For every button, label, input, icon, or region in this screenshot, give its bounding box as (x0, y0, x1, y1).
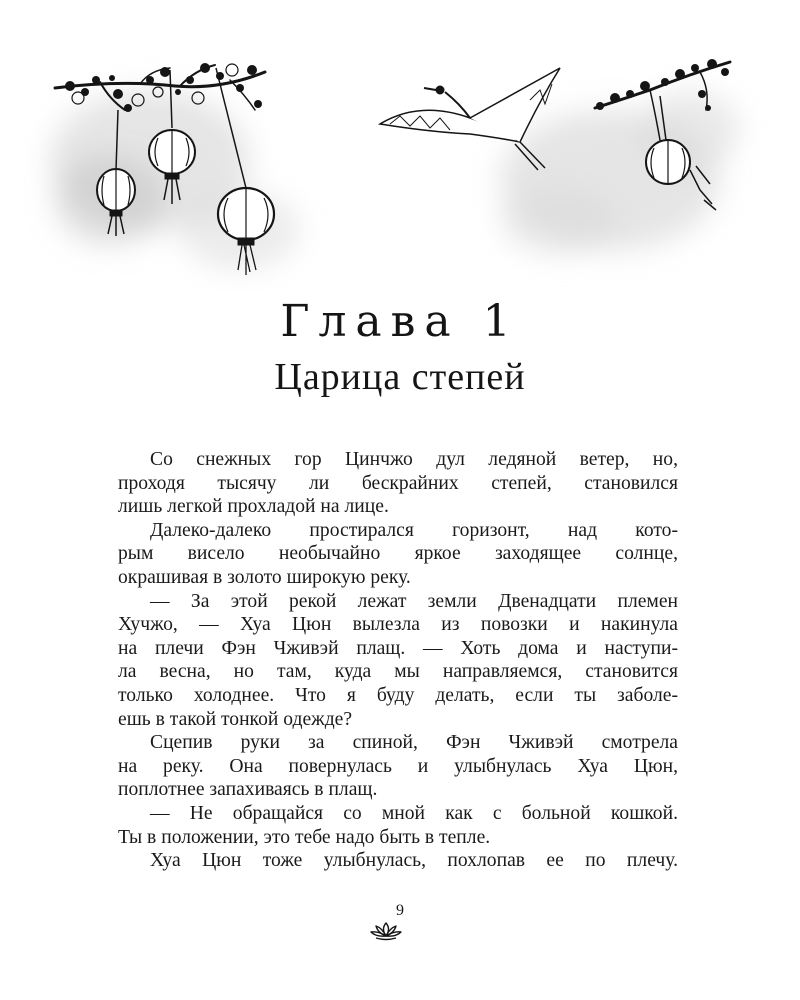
text-line: только холоднее. Что я буду делать, если ты заболе- (118, 684, 678, 706)
header-illustration (0, 0, 800, 290)
page-number: 9 (396, 902, 404, 919)
text-line: Ты в положении, это тебе надо быть в тепле. (118, 826, 491, 848)
text-line: — За этой рекой лежат земли Двенадцати племен (150, 590, 678, 612)
text-line: Сцепив руки за спиной, Фэн Чживэй смотрела (150, 732, 678, 754)
text-line: окрашивая в золото широкую реку. (118, 566, 411, 588)
text-line: Со снежных гор Цинчжо дул ледяной ветер, но, (150, 449, 678, 470)
chapter-body (118, 448, 678, 873)
text-line: Хуа Цюн тоже улыбнулась, похлопав ее по плечу. (150, 850, 678, 872)
text-line: рым висело необычайно яркое заходящее солнце, (118, 543, 678, 565)
text-line: проходя тысячу ли бескрайних степей, становился (118, 472, 678, 494)
text-line: ешь в такой тонкой одежде? (118, 708, 353, 730)
crane-illustration (380, 68, 560, 170)
lotus-icon (370, 921, 402, 941)
text-line: лишь легкой прохладой на лице. (118, 496, 389, 518)
ink-wash-right (500, 90, 740, 255)
text-line: на реку. Она повернулась и улыбнулась Хуа Цюн, (118, 755, 678, 777)
text-line: — Не обращайся со мной как с больной кошкой. (150, 802, 678, 824)
text-line: Далеко-далеко простирался горизонт, над кото- (150, 519, 678, 541)
ink-wash-left (50, 90, 300, 270)
text-line: Хучжо, — Хуа Цюн вылезла из повозки и накинула (118, 614, 678, 636)
text-line: поплотнее запахиваясь в плащ. (118, 779, 378, 801)
text-line: ла весна, но там, куда мы направляемся, становится (118, 661, 678, 683)
chapter-title: Царица степей (274, 356, 526, 398)
text-line: на плечи Фэн Чживэй плащ. — Хоть дома и наступи- (118, 637, 678, 659)
chapter-number: Глава 1 (280, 296, 520, 347)
